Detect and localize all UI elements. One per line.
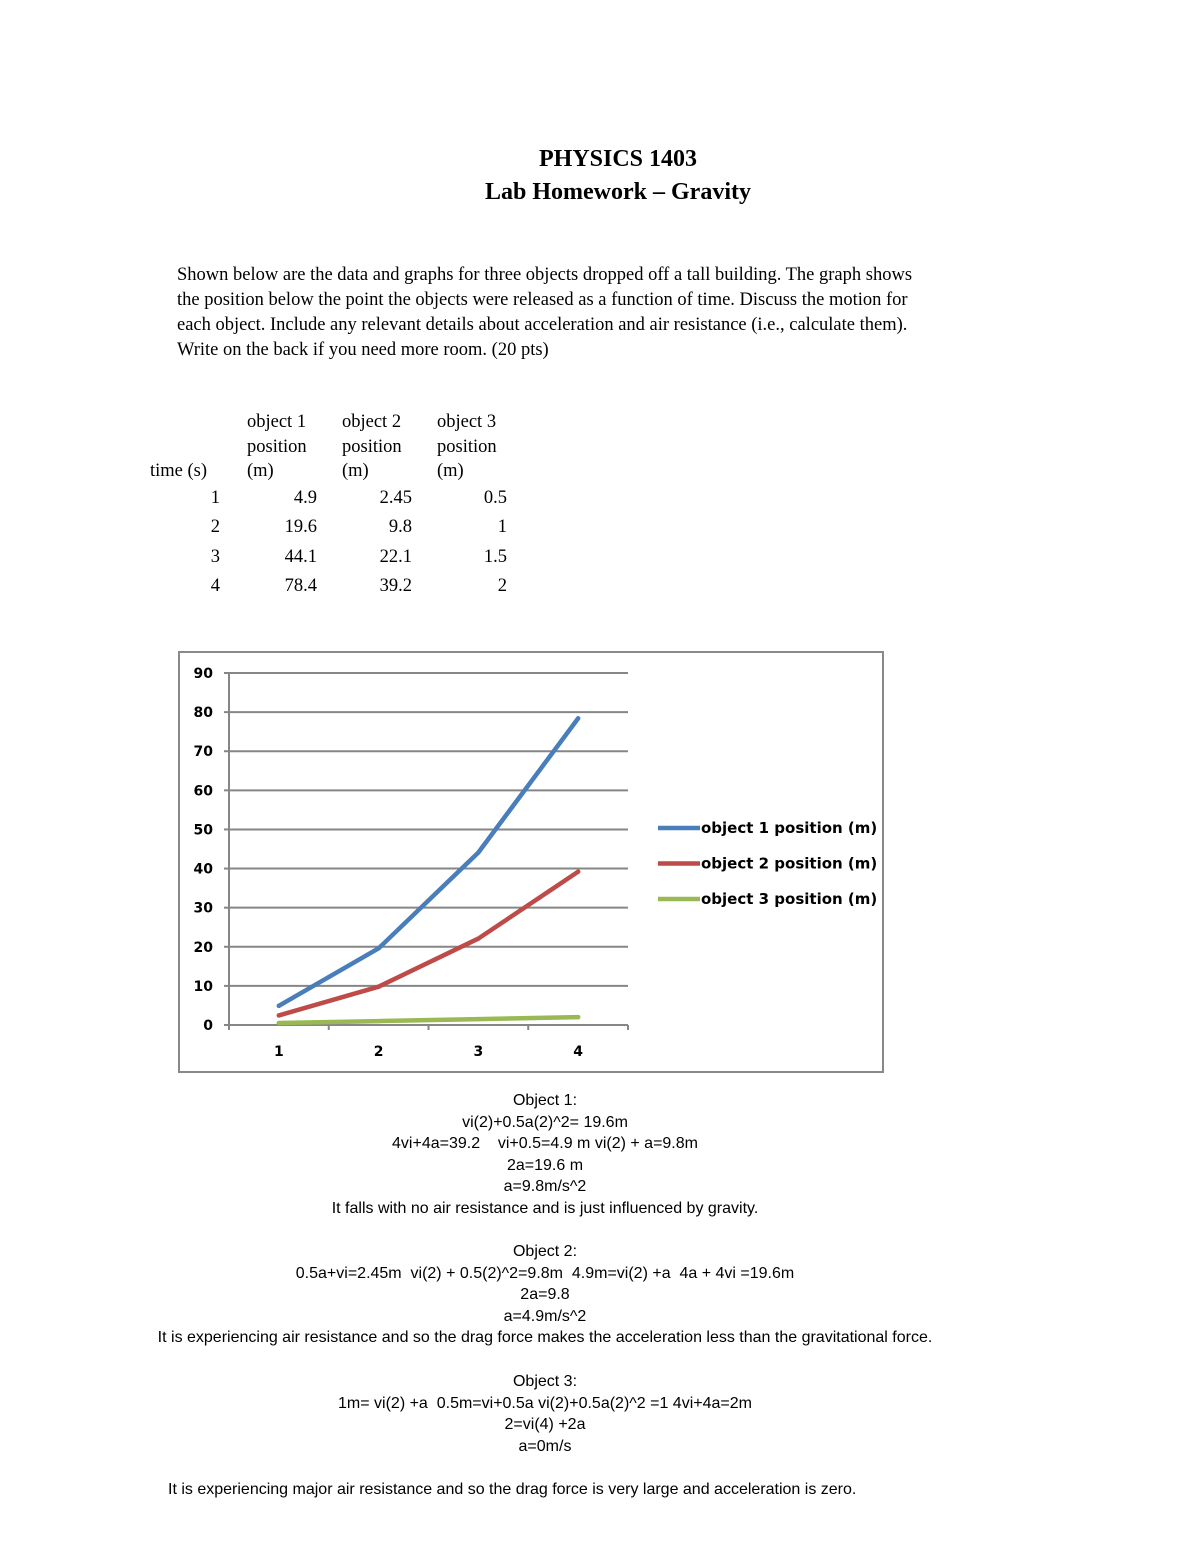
table-cell: 2.45 (379, 487, 412, 508)
table-cell: 4 (210, 576, 220, 597)
legend-label: object 2 position (m) (701, 854, 878, 873)
y-tick-label: 10 (193, 978, 213, 995)
y-tick-label: 90 (193, 666, 213, 682)
data-point (376, 984, 380, 988)
solution-line: 4vi+4a=39.2 vi+0.5=4.9 m vi(2) + a=9.8m (392, 1135, 698, 1152)
solution-line: 2=vi(4) +2a (504, 1416, 586, 1433)
y-tick-label: 80 (193, 705, 213, 722)
table-cell: 44.1 (284, 546, 317, 567)
table-row (150, 543, 507, 573)
table-row (150, 513, 507, 543)
intro-line: the position below the point the objects were released as a function of time. Discuss the motion for (177, 290, 908, 310)
data-point (277, 1013, 281, 1017)
header-object-1: object 1 position (m) (247, 412, 307, 481)
y-tick-label: 30 (193, 900, 213, 917)
y-tick-label: 0 (203, 1018, 213, 1034)
solution-line: 2a=19.6 m (506, 1156, 584, 1174)
solution-line: Object 1: (512, 1092, 578, 1109)
table-cell: 1 (210, 487, 220, 508)
y-tick-label: 20 (193, 939, 213, 956)
page-header (0, 143, 1200, 209)
data-point (376, 1019, 380, 1023)
y-tick-label: 70 (193, 744, 213, 761)
intro-line: Write on the back if you need more room. (20 pts) (177, 340, 549, 360)
solution-line: 1m= vi(2) +a 0.5m=vi+0.5a vi(2)+0.5a(2)^2 =1 4vi+4a=2m (338, 1394, 752, 1412)
table-cell: 22.1 (379, 546, 412, 567)
data-point (576, 1015, 580, 1019)
y-tick-label: 40 (193, 861, 213, 878)
intro-paragraph (177, 263, 1057, 363)
table-row (150, 484, 507, 514)
solution-object-3-note: It is experiencing major air resistance and so the drag force is very large and acceleration is zero. (168, 1481, 857, 1498)
y-tick-label: 50 (193, 822, 213, 839)
legend-label: object 1 position (m) (701, 819, 878, 837)
intro-line: Shown below are the data and graphs for three objects dropped off a tall building. The graph shows (177, 265, 913, 285)
solution-line: It is experiencing air resistance and so the drag force makes the acceleration less than the gravitational force. (157, 1329, 933, 1346)
solution-line: a=4.9m/s^2 (503, 1307, 587, 1325)
solution-line: It falls with no air resistance and is just influenced by gravity. (331, 1199, 759, 1217)
data-point (476, 936, 480, 940)
table-cell: 9.8 (388, 517, 412, 538)
x-tick-label: 3 (473, 1044, 484, 1060)
solution-object-2 (100, 1241, 990, 1349)
x-tick-label: 4 (573, 1044, 583, 1060)
data-point (277, 1004, 281, 1008)
data-point (576, 716, 580, 720)
solution-line: 0.5a+vi=2.45m vi(2) + 0.5(2)^2=9.8m 4.9m=vi(2) +a 4a + 4vi =19.6m (295, 1264, 795, 1282)
page-subtitle: Lab Homework – Gravity (485, 179, 751, 205)
data-point (376, 946, 380, 950)
table-header-row (150, 410, 507, 484)
x-tick-label: 2 (373, 1044, 384, 1060)
table-cell: 4.9 (293, 487, 317, 508)
solution-line: vi(2)+0.5a(2)^2= 19.6m (462, 1113, 628, 1131)
data-point (277, 1021, 281, 1025)
header-time: time (s) (150, 461, 208, 481)
solution-line: a=9.8m/s^2 (503, 1178, 587, 1195)
data-point (476, 850, 480, 854)
table-cell: 2 (210, 517, 220, 538)
table-cell: 19.6 (284, 517, 317, 538)
series-line-object-3 (279, 1017, 578, 1023)
table-cell: 3 (210, 546, 220, 567)
y-tick-label: 60 (193, 783, 213, 800)
chart-svg (180, 653, 882, 1071)
solution-object-3 (100, 1371, 990, 1457)
solution-object-1 (100, 1090, 990, 1219)
table-cell: 1 (497, 517, 507, 538)
solution-line: Object 2: (512, 1243, 578, 1260)
intro-line: each object. Include any relevant details about acceleration and air resistance (i.e., calculate them). (177, 315, 908, 335)
legend-label: object 3 position (m) (701, 890, 878, 908)
solution-line: Object 3: (512, 1373, 578, 1390)
page-title: PHYSICS 1403 (538, 146, 698, 172)
data-point (476, 1017, 480, 1021)
table-cell: 2 (497, 576, 507, 597)
header-object-3: object 3 position (m) (437, 412, 497, 481)
solution-line: 2a=9.8 (520, 1286, 570, 1303)
solution-line: a=0m/s (518, 1437, 572, 1455)
table-row (150, 572, 507, 602)
header-object-2: object 2 position (m) (342, 412, 402, 481)
table-cell: 39.2 (379, 576, 412, 597)
table-cell: 1.5 (483, 546, 507, 567)
table-cell: 0.5 (483, 487, 507, 508)
data-point (576, 869, 580, 873)
position-chart (178, 651, 884, 1073)
table-cell: 78.4 (284, 576, 317, 597)
x-tick-label: 1 (274, 1044, 284, 1060)
data-table (150, 410, 507, 602)
series-line-object-2 (279, 872, 578, 1016)
